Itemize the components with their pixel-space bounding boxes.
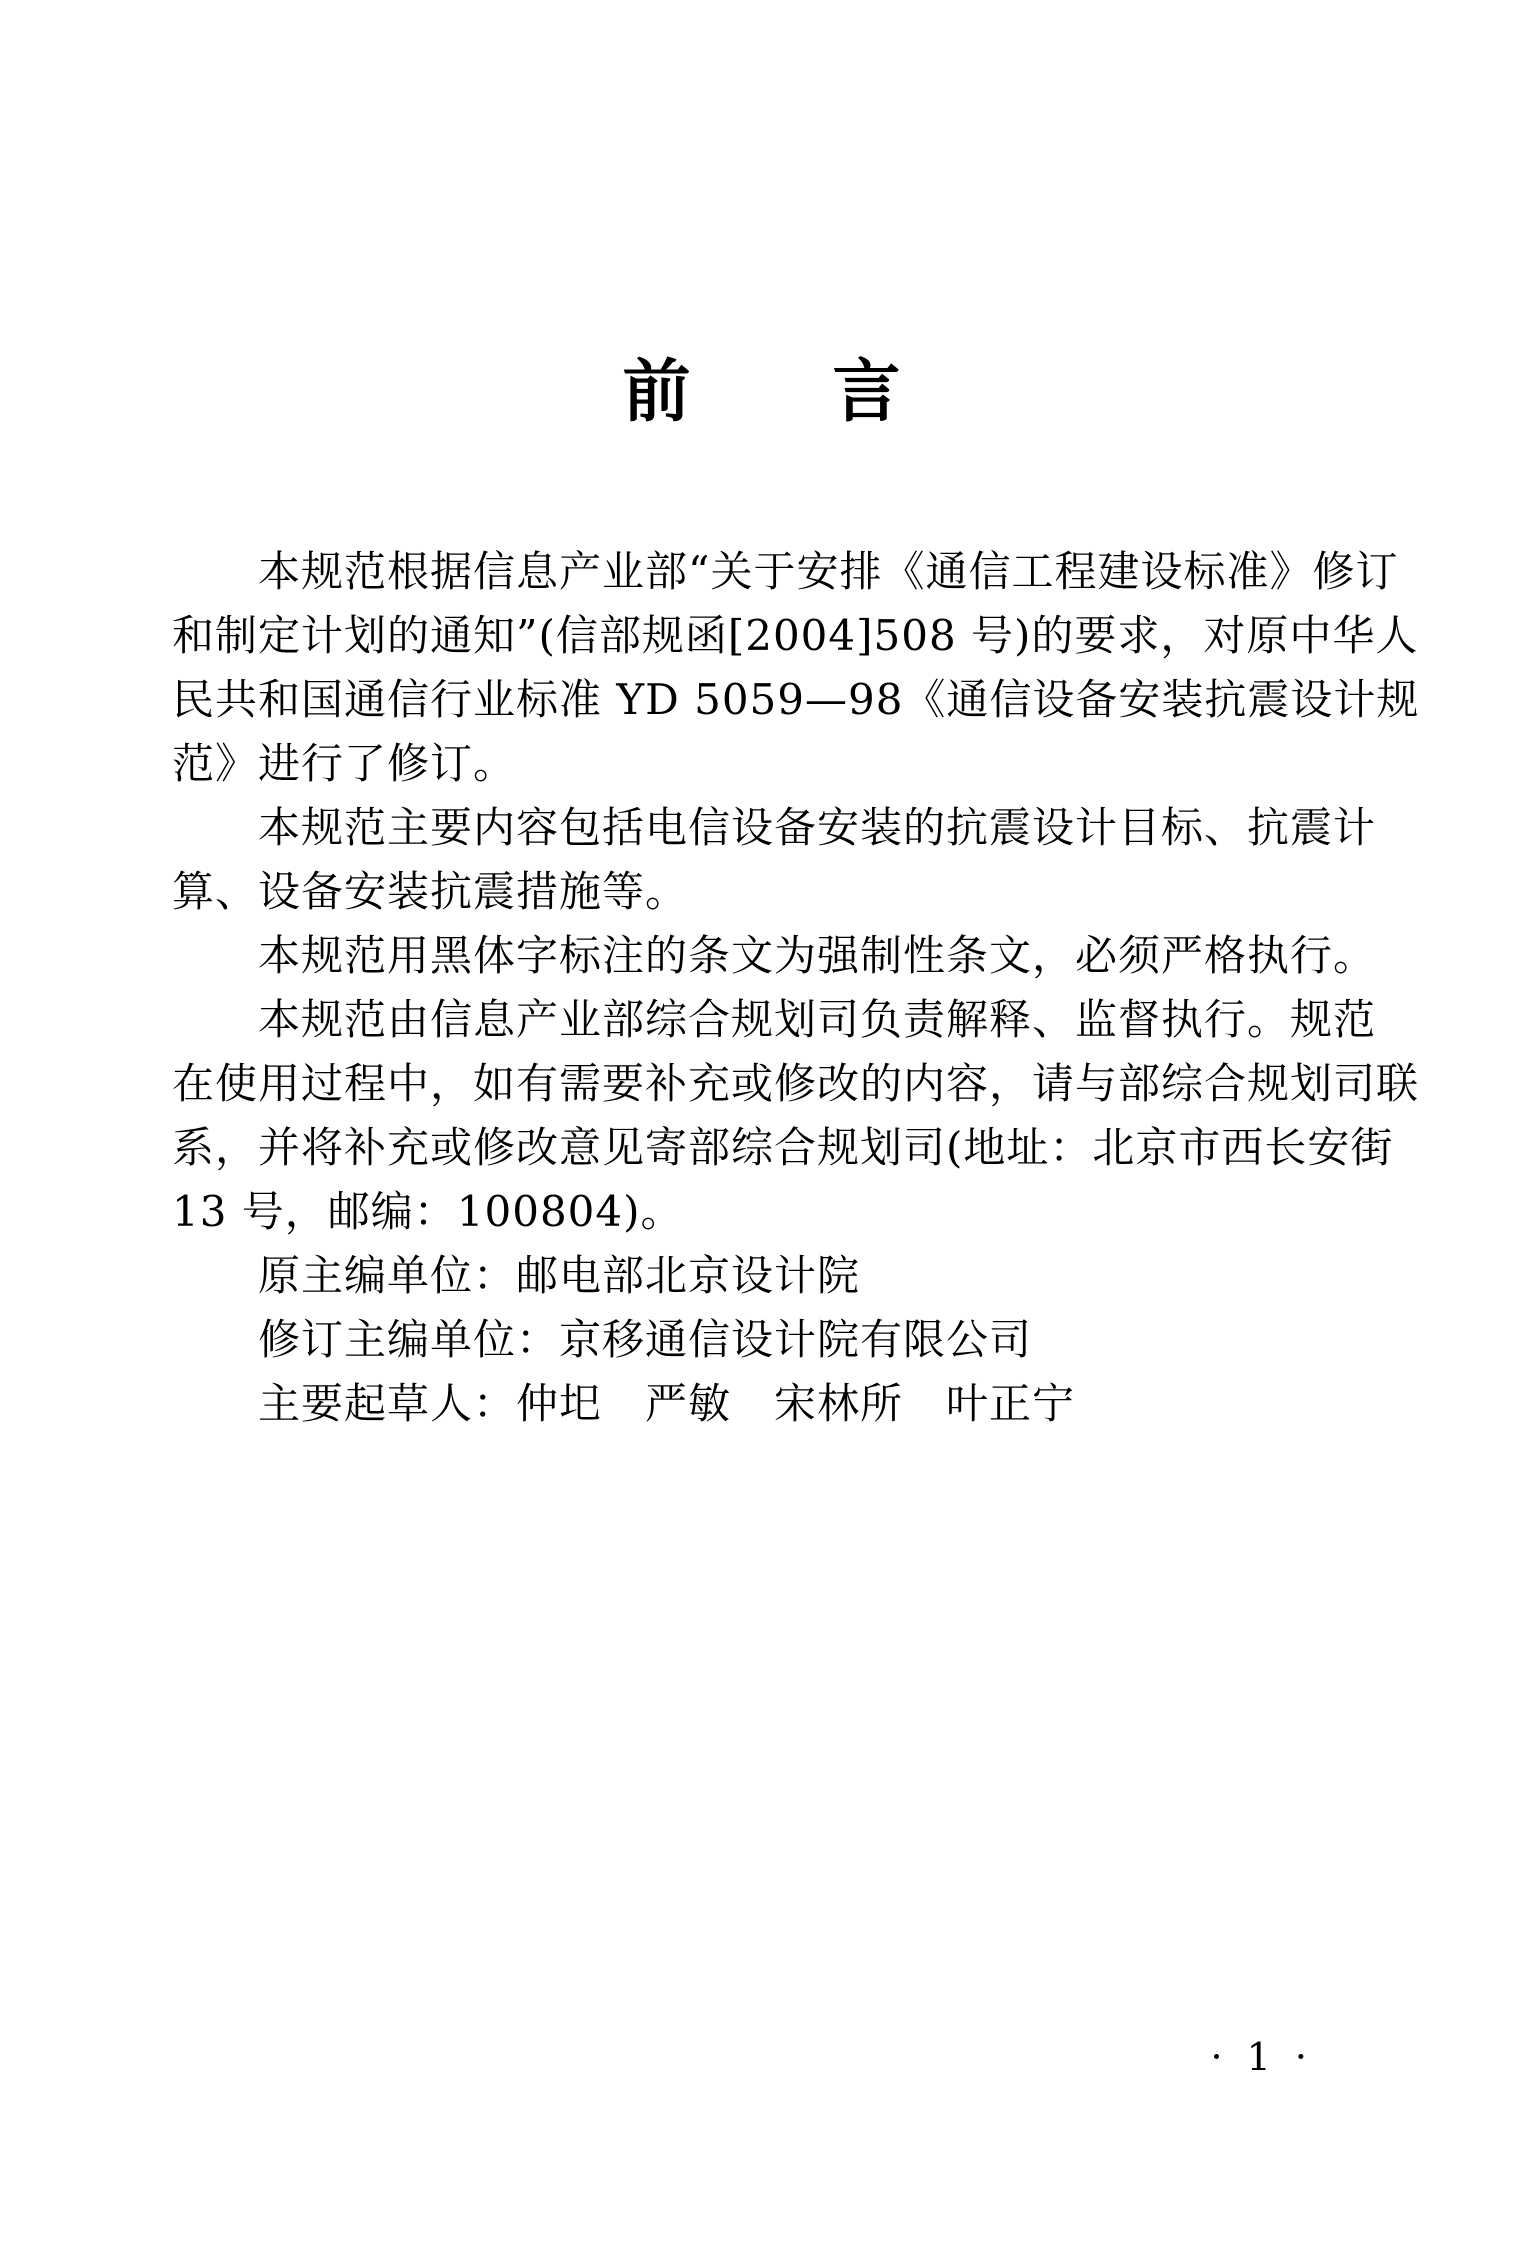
text-line: 主要起草人：仲圯 严敏 宋林所 叶正宁 xyxy=(258,1379,1076,1428)
text-line: 在使用过程中，如有需要补充或修改的内容，请与部综合规划司联 xyxy=(172,1059,1420,1108)
text-line: 本规范由信息产业部综合规划司负责解释、监督执行。规范 xyxy=(258,995,1377,1044)
text-line: 范》进行了修订。 xyxy=(172,739,517,788)
page-title: 前 言 xyxy=(622,352,903,432)
text-line: 算、设备安装抗震措施等。 xyxy=(172,867,689,916)
body-text xyxy=(172,540,1420,1436)
text-line: 和制定计划的通知”(信部规函[2004]508 号)的要求，对原中华人 xyxy=(172,611,1419,660)
page-number: · 1 · xyxy=(1210,2035,1313,2079)
text-line: 本规范用黑体字标注的条文为强制性条文，必须严格执行。 xyxy=(258,931,1377,980)
text-line: 本规范根据信息产业部“关于安排《通信工程建设标准》修订 xyxy=(258,547,1399,596)
text-line: 13 号，邮编：100804)。 xyxy=(172,1187,684,1236)
text-line: 民共和国通信行业标准 YD 5059—98《通信设备安装抗震设计规 xyxy=(172,675,1420,724)
text-line: 原主编单位：邮电部北京设计院 xyxy=(258,1251,861,1300)
text-line: 系，并将补充或修改意见寄部综合规划司(地址：北京市西长安街 xyxy=(172,1123,1394,1172)
text-line: 本规范主要内容包括电信设备安装的抗震设计目标、抗震计 xyxy=(258,803,1377,852)
text-line: 修订主编单位：京移通信设计院有限公司 xyxy=(258,1315,1033,1364)
